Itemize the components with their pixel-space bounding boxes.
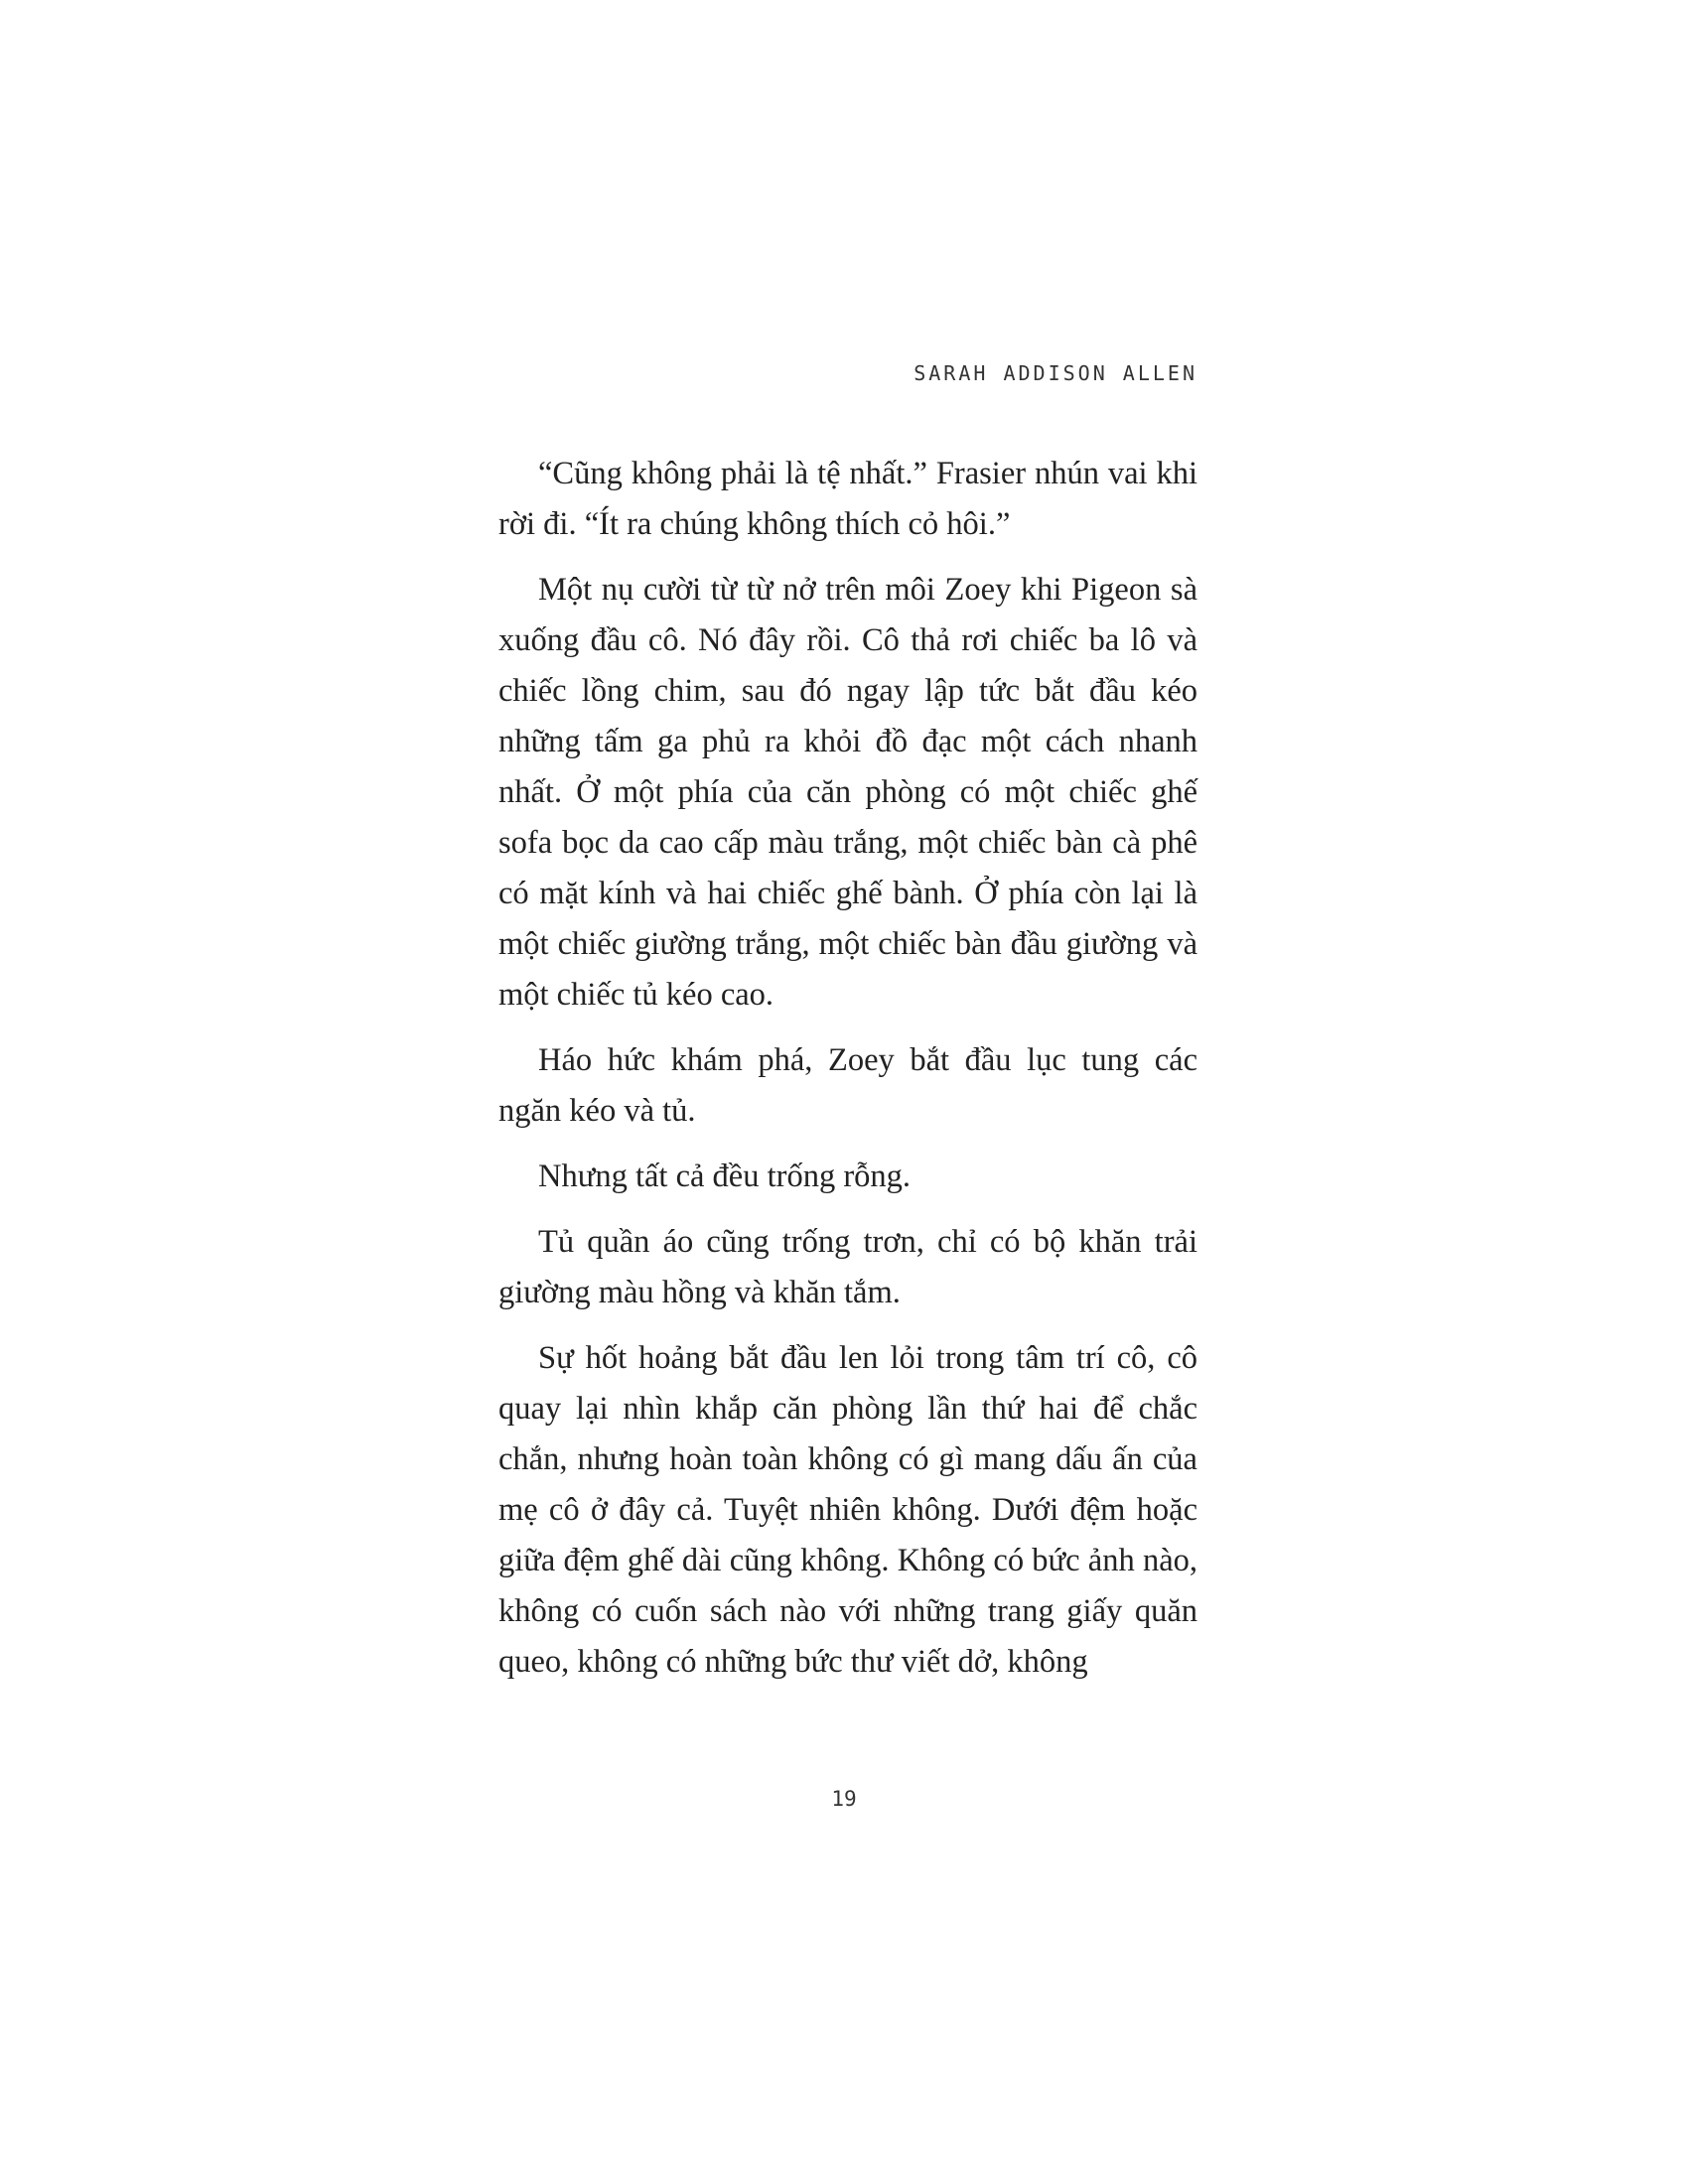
paragraph: Một nụ cười từ từ nở trên môi Zoey khi Pigeon sà xuống đầu cô. Nó đây rồi. Cô thả rơi chiếc ba lô và chiếc lồng chim, sau đó ngay lập tức bắt đầu kéo những tấm ga phủ ra khỏi đồ đạc một cách nhanh nhất. Ở một phía của căn phòng có một chiếc ghế sofa bọc da cao cấp màu trắng, một chiếc bàn cà phê có mặt kính và hai chiếc ghế bành. Ở phía còn lại là một chiếc giường trắng, một chiếc bàn đầu giường và một chiếc tủ kéo cao.	[498, 572, 1197, 1013]
paragraph: Háo hức khám phá, Zoey bắt đầu lục tung các ngăn kéo và tủ.	[498, 1042, 1197, 1129]
paragraph: Nhưng tất cả đều trống rỗng.	[538, 1159, 912, 1194]
body-text	[498, 449, 1197, 1703]
paragraph: “Cũng không phải là tệ nhất.” Frasier nhún vai khi rời đi. “Ít ra chúng không thích cỏ hôi.”	[498, 456, 1197, 542]
paragraph: Tủ quần áo cũng trống trơn, chỉ có bộ khăn trải giường màu hồng và khăn tắm.	[498, 1224, 1197, 1310]
running-header-author: SARAH ADDISON ALLEN	[914, 361, 1197, 385]
page-number: 19	[831, 1787, 857, 1811]
paragraph: Sự hốt hoảng bắt đầu len lỏi trong tâm trí cô, cô quay lại nhìn khắp căn phòng lần thứ hai để chắc chắn, nhưng hoàn toàn không có gì mang dấu ấn của mẹ cô ở đây cả. Tuyệt nhiên không. Dưới đệm hoặc giữa đệm ghế dài cũng không. Không có bức ảnh nào, không có cuốn sách nào với những trang giấy quăn queo, không có những bức thư viết dở, không	[498, 1340, 1197, 1680]
